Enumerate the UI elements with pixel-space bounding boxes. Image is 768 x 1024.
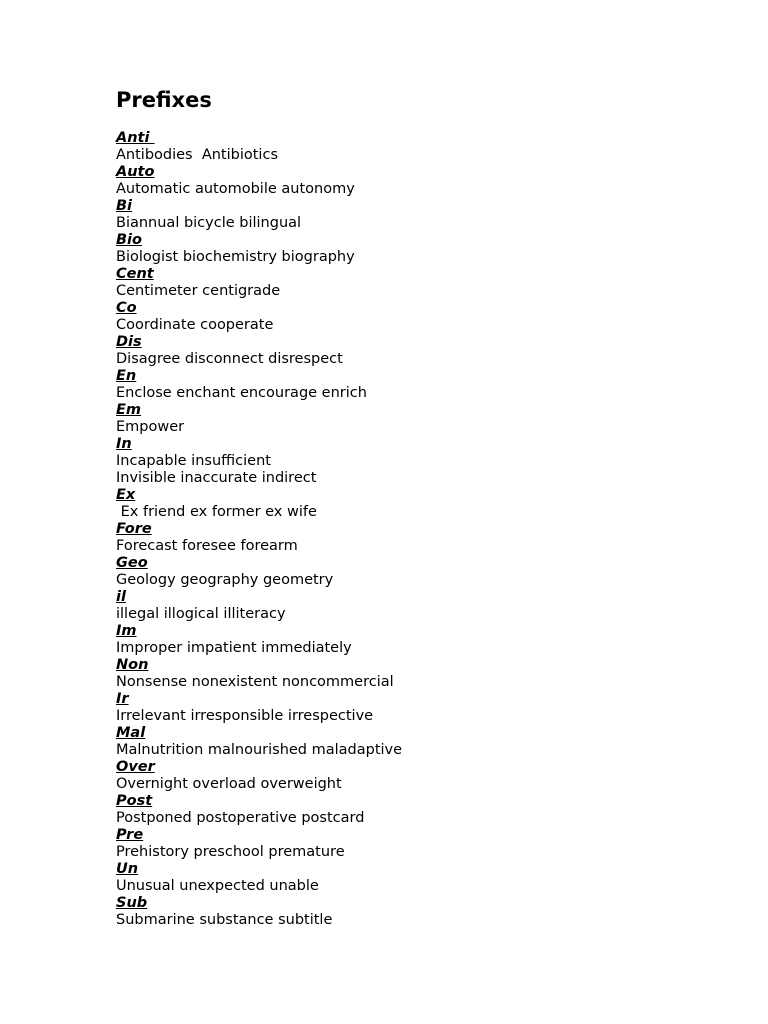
example-words: Enclose enchant encourage enrich (116, 385, 367, 401)
prefix-entry (116, 793, 736, 827)
example-words: Invisible inaccurate indirect (116, 470, 317, 486)
prefix-heading: Over (116, 759, 155, 775)
page-title: Prefixes (116, 88, 212, 112)
prefix-heading: Non (116, 657, 149, 673)
example-words: Disagree disconnect disrespect (116, 351, 343, 367)
prefix-entry (116, 827, 736, 861)
prefix-entry (116, 895, 736, 929)
example-words: Improper impatient immediately (116, 640, 352, 656)
example-words: Nonsense nonexistent noncommercial (116, 674, 394, 690)
prefix-heading: Post (116, 793, 153, 809)
prefix-heading: Un (116, 861, 139, 877)
example-words: Coordinate cooperate (116, 317, 274, 333)
prefix-heading: Em (116, 402, 142, 418)
prefix-list (116, 130, 736, 929)
example-words: Submarine substance subtitle (116, 912, 333, 928)
prefix-entry (116, 691, 736, 725)
prefix-heading: Sub (116, 895, 148, 911)
prefix-entry (116, 555, 736, 589)
example-words: Forecast foresee forearm (116, 538, 298, 554)
example-words: Overnight overload overweight (116, 776, 342, 792)
example-words: Centimeter centigrade (116, 283, 281, 299)
prefix-heading: Bio (116, 232, 142, 248)
prefix-heading: Bi (116, 198, 133, 214)
prefix-heading: Geo (116, 555, 148, 571)
prefix-heading: Co (116, 300, 137, 316)
prefix-entry (116, 402, 736, 436)
document-page (116, 86, 736, 929)
prefix-heading: In (116, 436, 132, 452)
prefix-entry (116, 657, 736, 691)
example-words: illegal illogical illiteracy (116, 606, 286, 622)
prefix-entry (116, 861, 736, 895)
prefix-heading: Im (116, 623, 137, 639)
example-words: Geology geography geometry (116, 572, 334, 588)
prefix-entry (116, 334, 736, 368)
example-words: Ex friend ex former ex wife (116, 504, 317, 520)
prefix-heading: Cent (116, 266, 154, 282)
prefix-entry (116, 725, 736, 759)
prefix-entry (116, 232, 736, 266)
example-words: Postponed postoperative postcard (116, 810, 365, 826)
prefix-heading: Fore (116, 521, 152, 537)
prefix-entry (116, 130, 736, 164)
prefix-heading: En (116, 368, 137, 384)
example-words: Biologist biochemistry biography (116, 249, 355, 265)
prefix-heading: Anti (116, 130, 155, 146)
example-words: Biannual bicycle bilingual (116, 215, 302, 231)
example-words: Malnutrition malnourished maladaptive (116, 742, 403, 758)
prefix-entry (116, 521, 736, 555)
prefix-heading: Pre (116, 827, 144, 843)
example-words: Unusual unexpected unable (116, 878, 319, 894)
example-words: Empower (116, 419, 185, 435)
prefix-entry (116, 368, 736, 402)
example-words: Prehistory preschool premature (116, 844, 345, 860)
prefix-heading: Ir (116, 691, 129, 707)
prefix-heading: il (116, 589, 126, 605)
prefix-entry (116, 759, 736, 793)
prefix-entry (116, 623, 736, 657)
example-words: Automatic automobile autonomy (116, 181, 355, 197)
example-words: Incapable insufficient (116, 453, 271, 469)
prefix-entry (116, 589, 736, 623)
example-words: Irrelevant irresponsible irrespective (116, 708, 374, 724)
prefix-entry (116, 198, 736, 232)
prefix-heading: Ex (116, 487, 136, 503)
prefix-entry (116, 487, 736, 521)
prefix-entry (116, 164, 736, 198)
prefix-heading: Auto (116, 164, 155, 180)
prefix-heading: Mal (116, 725, 146, 741)
prefix-heading: Dis (116, 334, 142, 350)
prefix-entry (116, 300, 736, 334)
prefix-entry (116, 436, 736, 487)
example-words: Antibodies Antibiotics (116, 147, 278, 163)
prefix-entry (116, 266, 736, 300)
